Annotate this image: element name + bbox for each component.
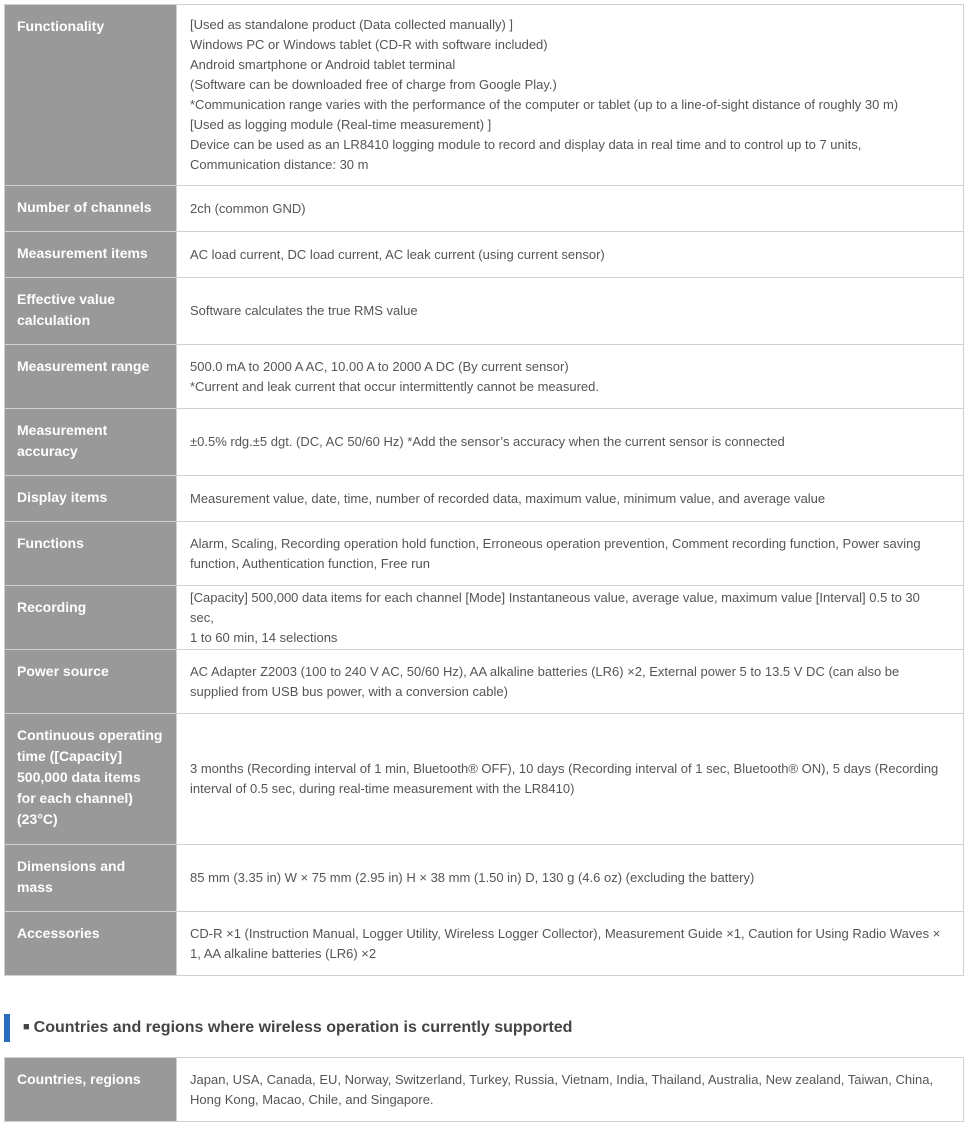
row-value-functionality (177, 5, 964, 186)
table-row (5, 5, 964, 186)
row-value-channels: 2ch (common GND) (177, 186, 964, 232)
row-header-functionality (5, 5, 177, 186)
row-header-effective-value (5, 278, 177, 345)
table-row (5, 476, 964, 522)
row-header-label: Functions (17, 535, 84, 551)
row-header-label-line: (23°C) (17, 811, 58, 827)
row-header-label-line: Measurement (17, 422, 108, 438)
value-line: Hong Kong, Macao, Chile, and Singapore. (190, 1091, 434, 1107)
row-header-accuracy (5, 409, 177, 476)
value-line: 500.0 mA to 2000 A AC, 10.00 A to 2000 A DC (By current sensor) (190, 358, 569, 374)
row-header-label-line: calculation (17, 312, 91, 328)
value-line: interval of 0.5 sec, during real-time measurement with the LR8410) (190, 781, 575, 796)
row-header-label: Power source (17, 663, 109, 679)
row-header-label-line: mass (17, 879, 53, 895)
value-line: supplied from USB bus power, with a conversion cable) (190, 683, 508, 699)
value-line: [Used as logging module (Real-time measurement) ] (190, 117, 492, 132)
table-row (5, 186, 964, 232)
value-line: Alarm, Scaling, Recording operation hold function, Erroneous operation prevention, Comment recording function, Power saving (190, 535, 921, 551)
row-value-measurement-items: AC load current, DC load current, AC leak current (using current sensor) (177, 232, 964, 278)
row-header-label-line: time ([Capacity] (17, 748, 123, 764)
value-line: Android smartphone or Android tablet terminal (190, 57, 456, 72)
specifications-table (4, 4, 964, 976)
value-line: CD-R ×1 (Instruction Manual, Logger Utility, Wireless Logger Collector), Measurement Guide ×1, Caution for Using Radio Waves × (190, 925, 941, 941)
row-header-label: Measurement items (17, 245, 148, 261)
row-header-label: Recording (17, 599, 87, 615)
row-header-label: Functionality (17, 18, 105, 34)
value-line: 3 months (Recording interval of 1 min, Bluetooth® OFF), 10 days (Recording interval of 1 sec, Bluetooth® ON), 5 days (Recording (190, 761, 939, 776)
row-header-accessories (5, 912, 177, 976)
row-header-continuous-time (5, 714, 177, 845)
row-header-label-line: 500,000 data items (17, 769, 141, 785)
value-line: [Capacity] 500,000 data items for each channel [Mode] Instantaneous value, average value, maximum value [Interval] 0.5 to 30 sec, (190, 589, 920, 625)
value-line: *Communication range varies with the performance of the computer or tablet (up to a line-of-sight distance of roughly 30 m) (190, 97, 899, 112)
table-row (5, 345, 964, 409)
row-header-label-line: Dimensions and (17, 858, 126, 874)
row-header-countries (5, 1058, 177, 1122)
table-row (5, 522, 964, 586)
table-row (5, 1058, 964, 1122)
row-header-label-line: Continuous operating (17, 727, 163, 743)
row-header-measurement-range (5, 345, 177, 409)
value-line: AC Adapter Z2003 (100 to 240 V AC, 50/60 Hz), AA alkaline batteries (LR6) ×2, External power 5 to 13.5 V DC (can also be (190, 663, 900, 679)
row-value-power-source (177, 650, 964, 714)
table-row (5, 714, 964, 845)
value-line: Windows PC or Windows tablet (CD-R with software included) (190, 37, 548, 52)
row-value-functions (177, 522, 964, 586)
countries-table (4, 1057, 964, 1122)
row-header-label-line: accuracy (17, 443, 78, 459)
value-line: [Used as standalone product (Data collected manually) ] (190, 17, 514, 32)
row-value-measurement-range (177, 345, 964, 409)
table-row (5, 912, 964, 976)
table-row (5, 409, 964, 476)
value-line: 1, AA alkaline batteries (LR6) ×2 (190, 945, 377, 961)
row-header-measurement-items (5, 232, 177, 278)
square-bullet-icon: ■ (23, 1021, 30, 1033)
value-line: Communication distance: 30 m (190, 157, 369, 172)
row-header-dimensions (5, 845, 177, 912)
section-title: Countries and regions where wireless operation is currently supported (33, 1019, 573, 1036)
value-line: Japan, USA, Canada, EU, Norway, Switzerland, Turkey, Russia, Vietnam, India, Thailand, Australia, New zealand, Taiwan, China, (190, 1071, 934, 1087)
row-header-display-items (5, 476, 177, 522)
row-value-dimensions: 85 mm (3.35 in) W × 75 mm (2.95 in) H × 38 mm (1.50 in) D, 130 g (4.6 oz) (excluding the battery) (177, 845, 964, 912)
row-header-label-line: Effective value (17, 291, 116, 307)
table-row (5, 586, 964, 650)
row-value-countries (177, 1058, 964, 1122)
row-header-label-line: for each channel) (17, 790, 133, 806)
row-value-continuous-time (177, 714, 964, 845)
value-line: (Software can be downloaded free of charge from Google Play.) (190, 77, 557, 92)
row-header-channels (5, 186, 177, 232)
table-row (5, 845, 964, 912)
row-value-accuracy: ±0.5% rdg.±5 dgt. (DC, AC 50/60 Hz) *Add the sensor’s accuracy when the current sensor is connected (177, 409, 964, 476)
row-header-functions (5, 522, 177, 586)
row-value-display-items: Measurement value, date, time, number of recorded data, maximum value, minimum value, and average value (177, 476, 964, 522)
row-header-label: Number of channels (17, 199, 152, 215)
row-header-recording (5, 586, 177, 650)
row-header-power-source (5, 650, 177, 714)
table-row (5, 278, 964, 345)
row-value-effective-value: Software calculates the true RMS value (177, 278, 964, 345)
value-line: *Current and leak current that occur intermittently cannot be measured. (190, 378, 599, 394)
row-header-label: Display items (17, 489, 108, 505)
row-value-recording (177, 586, 964, 650)
value-line: Device can be used as an LR8410 logging module to record and display data in real time and to control up to 7 units, (190, 137, 862, 152)
section-heading-wireless-countries (4, 1014, 572, 1042)
row-header-label: Measurement range (17, 358, 150, 374)
row-header-label: Accessories (17, 925, 100, 941)
value-line: function, Authentication function, Free run (190, 555, 430, 571)
row-value-accessories (177, 912, 964, 976)
row-header-label: Countries, regions (17, 1071, 141, 1087)
table-row (5, 232, 964, 278)
table-row (5, 650, 964, 714)
value-line: 1 to 60 min, 14 selections (190, 629, 338, 645)
